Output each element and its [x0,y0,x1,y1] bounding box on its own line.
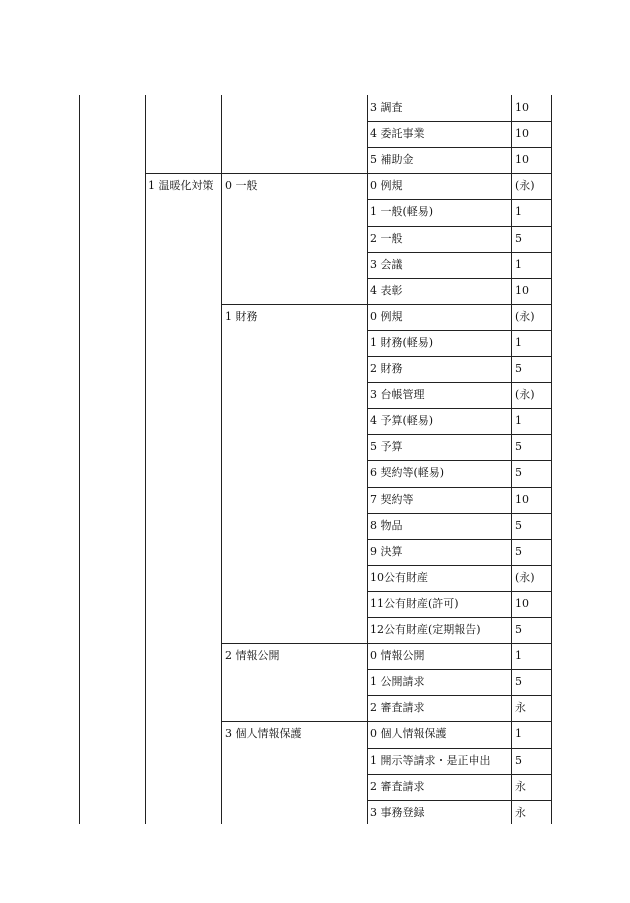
item-cell: 3 会議 [370,257,403,271]
retention-period-cell: 1 [515,414,522,428]
retention-period-cell: 5 [515,544,522,558]
item-cell: 5 予算 [370,440,403,454]
item-cell: 2 審査請求 [370,779,425,793]
item-cell: 4 予算(軽易) [370,414,434,428]
row-rule [367,695,552,696]
row-rule [367,539,552,540]
retention-period-cell: 1 [515,649,522,663]
row-rule [367,800,552,801]
row-rule [367,617,552,618]
item-cell: 0 情報公開 [370,649,425,663]
row-rule [221,304,552,305]
item-cell: 12公有財産(定期報告) [370,623,481,636]
row-rule [367,565,552,566]
item-cell: 4 委託事業 [370,127,425,141]
column-rule [221,95,222,824]
row-rule [367,226,552,227]
subcategory-label: 1 財務 [225,309,258,323]
retention-period-cell: 5 [515,466,522,480]
item-cell: 10公有財産 [370,570,428,584]
row-rule [367,121,552,122]
item-cell: 2 一般 [370,231,403,245]
retention-period-cell: 10 [515,127,529,141]
retention-period-cell: 1 [515,335,522,349]
item-cell: 1 公開請求 [370,675,425,689]
item-cell: 4 表彰 [370,283,403,297]
retention-period-cell: 5 [515,675,522,689]
item-cell: 1 一般(軽易) [370,205,434,219]
retention-period-cell: (永) [515,388,535,402]
item-cell: 0 例規 [370,179,403,193]
column-rule [79,95,80,824]
retention-period-cell: (永) [515,570,535,584]
retention-period-cell: 10 [515,492,529,506]
row-rule [367,487,552,488]
item-cell: 7 契約等 [370,492,414,506]
retention-period-cell: 1 [515,257,522,271]
retention-period-cell: (永) [515,309,535,323]
row-rule [367,434,552,435]
row-rule [367,382,552,383]
retention-period-cell: 5 [515,231,522,245]
row-rule [367,748,552,749]
row-rule [221,643,552,644]
retention-period-cell: 永 [515,779,526,793]
retention-period-cell: 10 [515,596,529,610]
retention-period-cell: 10 [515,101,529,114]
row-rule [367,774,552,775]
row-rule [145,173,552,174]
row-rule [367,460,552,461]
row-rule [367,252,552,253]
item-cell: 3 事務登録 [370,805,425,819]
row-rule [367,513,552,514]
item-cell: 8 物品 [370,518,403,532]
subcategory-label: 2 情報公開 [225,649,280,663]
item-cell: 3 台帳管理 [370,388,425,402]
retention-period-cell: 5 [515,440,522,454]
retention-period-cell: (永) [515,179,535,193]
row-rule [367,356,552,357]
category-label: 1 温暖化対策 [148,179,214,193]
row-rule [367,669,552,670]
retention-period-cell: 永 [515,805,526,819]
retention-period-cell: 5 [515,518,522,532]
row-rule [367,147,552,148]
item-cell: 9 決算 [370,544,403,558]
item-cell: 11公有財産(許可) [370,596,459,610]
item-cell: 0 例規 [370,309,403,323]
row-rule [367,330,552,331]
item-cell: 2 審査請求 [370,701,425,715]
item-cell: 1 開示等請求・是正申出 [370,753,491,767]
column-rule [145,95,146,824]
retention-period-cell: 1 [515,205,522,219]
retention-period-cell: 5 [515,623,522,636]
row-rule [367,199,552,200]
item-cell: 6 契約等(軽易) [370,466,445,480]
retention-period-cell: 永 [515,701,526,715]
item-cell: 0 個人情報保護 [370,727,447,741]
subcategory-label: 3 個人情報保護 [225,727,302,741]
item-cell: 3 調査 [370,101,403,114]
retention-period-cell: 10 [515,153,529,167]
row-rule [367,278,552,279]
row-rule [367,408,552,409]
retention-period-cell: 10 [515,283,529,297]
row-rule [367,591,552,592]
item-cell: 5 補助金 [370,153,414,167]
item-cell: 2 財務 [370,362,403,375]
retention-period-cell: 1 [515,727,522,741]
row-rule [221,721,552,722]
subcategory-label: 0 一般 [225,179,258,193]
retention-period-cell: 5 [515,753,522,767]
retention-period-cell: 5 [515,362,522,375]
item-cell: 1 財務(軽易) [370,335,434,349]
